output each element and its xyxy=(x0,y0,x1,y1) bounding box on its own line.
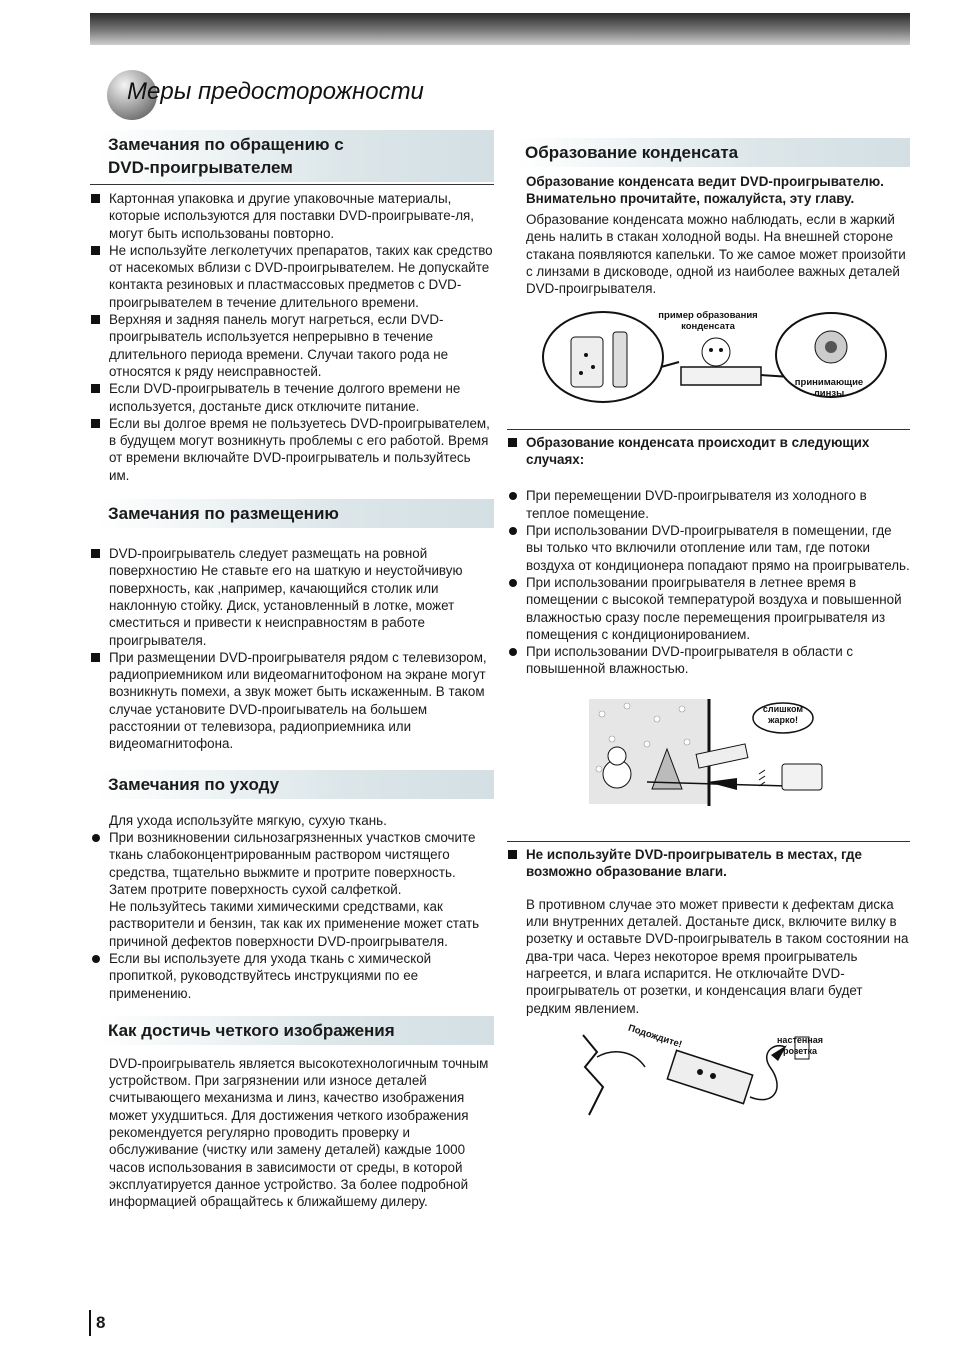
warning-body: В противном случае это может привести к дефектам диска или внутренних деталей. Достаньте диск, включите вилку в розетку и оставьте DVD-проигрыватель в таком состоянии на два-три часа. Через некоторое время проигрыватель нагреется, и влага испарится. Не отключайте DVD-проигрыватель от розетки, и конденсация влаги будет редким явлением. xyxy=(526,896,909,1016)
list-item: Если вы долгое время не пользуетесь DVD-проигрывателем, в будущем могут возникнуть проблемы с его работой. Время от времени включайте DVD-проигрыватель и пользуйтесь им. xyxy=(90,415,494,484)
care-list xyxy=(90,812,494,1002)
list-item-text: При возникновении сильнозагрязненных участков смочите ткань слабоконцентрированным раствором чистящего средства, тщательно выжмите и протрите поверхность. Затем протрите поверхность сухой салфеткой. xyxy=(109,829,476,897)
handling-list xyxy=(90,190,494,484)
section-heading-handling xyxy=(90,130,494,182)
illustration-label: пример образования конденсата xyxy=(658,310,758,333)
list-item: Не используйте легколетучих препаратов, таких как средство от насекомых вблизи с DVD-проигрывателем. Не допускайте контакта резиновых и пластмассовых предметов с DVD-проигрывателем в течение длительного времени. xyxy=(90,242,494,311)
page-number: 8 xyxy=(89,1310,105,1336)
section-heading-condensation: Образование конденсата xyxy=(507,138,910,167)
heading-line: Замечания по обращению с xyxy=(108,135,344,154)
list-item-text: Не пользуйтесь такими химическими средствами, как растворители и бензин, так как их применение может стать причиной дефектов поверхности DVD-проигрывателя. xyxy=(109,899,480,949)
header-bar xyxy=(90,13,910,45)
list-item: DVD-проигрыватель следует размещать на ровной поверхностию Не ставьте его на шаткую и неустойчивую поверхность, как ,например, качающийся столик или наклонную стойку. Диск, установленный в лотке, может сместиться и привести к неисправностям в работе проигрывателя. xyxy=(90,545,494,649)
list-item: Картонная упаковка и другие упаковочные материалы, которые используются для поставки DVD-проигрывате-ля, могут быть использованы повторно. xyxy=(90,190,494,242)
outlet-illustration xyxy=(575,1022,835,1119)
condensation-illustration xyxy=(541,307,891,407)
list-item: Верхняя и задняя панель могут нагреться, если DVD-проигрыватель используется непрерывно в течение длительного периода времени. Случаи такого рода не относятся к ряду неисправностей. xyxy=(90,311,494,380)
temperature-illustration xyxy=(587,694,832,814)
condensation-body: Образование конденсата можно наблюдать, если в жаркий день налить в стакан холодной воды. На внешней стороне стакана появляются капельки. То же самое может произойти с линзами в дисководе, одной из наиболее важных деталей DVD-проигрывателя. xyxy=(526,212,906,297)
cases-heading: Образование конденсата происходит в следующих случаях: xyxy=(507,429,910,468)
outlet-label: настенная розетка xyxy=(777,1034,823,1056)
heading-line: DVD-проигрывателем xyxy=(108,158,293,177)
list-item: Если DVD-проигрыватель в течение долгого времени не используется, достаньте диск отключите питание. xyxy=(90,380,494,415)
placement-list xyxy=(90,545,494,753)
list-item: При размещении DVD-проигрывателя рядом с телевизором, радиоприемником или видеомагнитофоном на экране могут возникнуть помехи, а звук может быть искаженным. В таком случае установите DVD-проигыватель на большем расстоянии от телевизора, радиоприемника или видеомагнитофона. xyxy=(90,649,494,753)
list-item: При перемещении DVD-проигрывателя из холодного в теплое помещение. xyxy=(507,487,910,522)
section-rule xyxy=(90,184,494,185)
list-item: При использовании DVD-проигрывателя в области с повышенной влажностью. xyxy=(507,643,910,678)
section-heading-care: Замечания по уходу xyxy=(90,770,494,799)
warning-heading: Не используйте DVD-проигрыватель в местах, где возможно образование влаги. xyxy=(507,841,910,880)
list-item: При использовании проигрывателя в летнее время в помещении с высокой температурой воздуха и повышенной влажностью сразу после перемещения проигрывателя из помещения с кондиционированием. xyxy=(507,574,910,643)
section-heading-placement: Замечания по размещению xyxy=(90,499,494,528)
condensation-lead: Образование конденсата ведит DVD-проигрывателю. Внимательно прочитайте, пожалуйста, эту главу. xyxy=(526,174,884,206)
illustration-label: принимающие линзы xyxy=(794,377,864,400)
left-column xyxy=(90,130,494,1211)
page-title: Меры предосторожности xyxy=(127,78,424,105)
picture-body: DVD-проигрыватель является высокотехнологичным точным устройством. При загрязнении или износе деталей считывающего механизма и линз, качество изображения может ухудшиться. Для достижения четкого изображения рекомендуется регулярно проводить проверку и обслуживание (чистку или замену деталей) каждые 1000 часов использования в зависимости от среды, в которой эксплуатируется данное устройство. За более подробной информацией обращайтесь к ближайшему дилеру. xyxy=(109,1055,489,1210)
cases-list xyxy=(507,487,910,677)
list-item xyxy=(90,829,494,950)
section-heading-picture: Как достичь четкого изображения xyxy=(90,1016,494,1045)
list-item: Если вы используете для ухода ткань с химической пропиткой, руководствуйтесь инструкциями по ее применению. xyxy=(90,950,494,1002)
speech-bubble: слишком жарко! xyxy=(762,703,804,725)
list-item: Для ухода используйте мягкую, сухую ткань. xyxy=(109,812,387,828)
right-column xyxy=(507,138,910,1119)
wait-label: Подождите! xyxy=(626,1022,684,1051)
list-item: При использовании DVD-проигрывателя в помещении, где вы только что включили отопление или там, где потоки воздуха от кондиционера попадают прямо на проигрыватель. xyxy=(507,522,910,574)
